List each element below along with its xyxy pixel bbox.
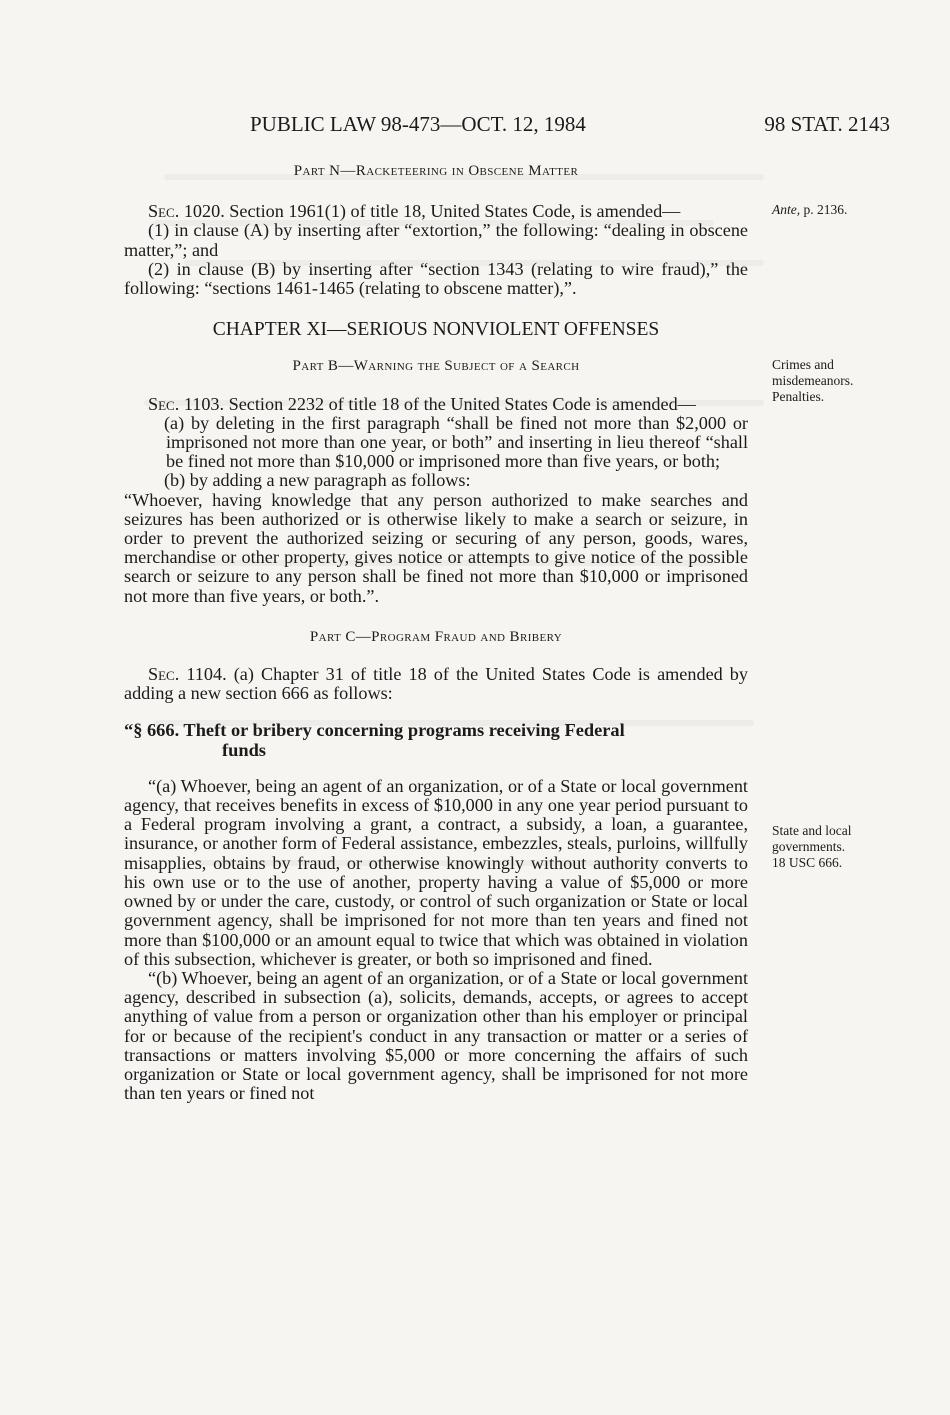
section-label: Sec.: [148, 393, 180, 414]
part-b-heading: Part B—Warning the Subject of a Search: [292, 358, 580, 375]
section-1104-text: 1104. (a) Chapter 31 of title 18 of the United States Code is amended by adding a new section 666 as follows:: [124, 664, 748, 704]
section-1020-clause-2: (2) in clause (B) by inserting after “section 1343 (relating to wire fraud),” the following: “sections 1461-1465 (relating to obscene matter),”.: [124, 258, 748, 299]
section-label: Sec.: [148, 201, 180, 222]
margin-note-crimes-line-3: Penalties.: [772, 389, 825, 404]
section-666-subsection-b: “(b) Whoever, being an agent of an organization, or of a State or local government agency, described in subsection (a), solicits, demands, accepts, or agrees to accept anything of value from a person or organization other than his employer or principal for or because of the recipient's conduct in any transaction or matter or a series of transactions or matters involving $5,000 or more concerning the affairs of such organization or State or local government agency, shall be imprisoned for not more than ten years or fined not: [124, 967, 748, 1104]
section-1103-intro: [124, 395, 748, 414]
section-666-title-line-2: funds: [222, 739, 266, 760]
section-1020-clause-1: (1) in clause (A) by inserting after “extortion,” the following: “dealing in obscene matter,”; and: [124, 220, 748, 260]
statute-page-number: 98 STAT. 2143: [764, 112, 890, 136]
margin-note-crimes: [772, 357, 853, 405]
section-1103-clause-b: (b) by adding a new paragraph as follows:: [164, 470, 471, 491]
section-1020-text: 1020. Section 1961(1) of title 18, United States Code, is amended—: [179, 201, 681, 222]
margin-note-ante: [772, 202, 847, 218]
part-n-heading: Part N—Racketeering in Obscene Matter: [293, 163, 579, 179]
part-c-heading: Part C—Program Fraud and Bribery: [309, 628, 563, 645]
section-label: Sec.: [148, 664, 180, 685]
ante-page-ref: p. 2136.: [800, 202, 848, 217]
chapter-xi-heading: CHAPTER XI—SERIOUS NONVIOLENT OFFENSES: [212, 319, 660, 341]
main-text-column: [124, 162, 748, 1103]
section-1103-new-paragraph: “Whoever, having knowledge that any person authorized to make searches and seizures has been authorized or is otherwise likely to make a search or seizure, in order to prevent the authorized seizing or securing of any person, goods, wares, merchandise or other property, gives notice or attempts to give notice of the possible search or seizure to any person shall be fined not more than $10,000 or imprisoned not more than five years, or both.”.: [124, 489, 748, 606]
section-1020-intro: [124, 202, 748, 221]
margin-note-state-line-3: 18 USC 666.: [772, 855, 843, 870]
section-1103-text: 1103. Section 2232 of title 18 of the United States Code is amended—: [179, 393, 696, 414]
running-head: [250, 112, 890, 142]
section-666-subsection-a: “(a) Whoever, being an agent of an organization, or of a State or local government agency, that receives benefits in excess of $10,000 in any one year period pursuant to a Federal program involving a grant, a contract, a subsidy, a loan, a guarantee, insurance, or another form of Federal assistance, embezzles, steals, purloins, willfully misapplies, obtains by fraud, or otherwise knowingly without authority converts to his own use or to the use of another, property having a value of $5,000 or more owned by or under the care, custody, or control of such organization or State or local government agency, shall be imprisoned for not more than ten years and fined not more than $100,000 or an amount equal to twice that which was obtained in violation of this subsection, whichever is greater, or both so imprisoned and fined.: [124, 775, 748, 969]
margin-note-crimes-line-1: Crimes and: [772, 357, 834, 372]
section-1103-clause-a: (a) by deleting in the first paragraph “shall be fined not more than $2,000 or imprisoned not more than one year, or both” and inserting in lieu thereof “shall be fined not more than $10,000 or imprisoned more than five years, or both;: [164, 412, 748, 472]
margin-note-state-line-1: State and local: [772, 823, 852, 838]
section-1104-intro: [124, 665, 748, 703]
ante-italic: Ante,: [772, 202, 801, 217]
margin-note-state: [772, 823, 851, 871]
public-law-title: PUBLIC LAW 98-473—OCT. 12, 1984: [250, 112, 586, 136]
margin-note-crimes-line-2: misdemeanors.: [772, 373, 854, 388]
section-666-title-line-1: “§ 666. Theft or bribery concerning programs receiving Federal: [124, 720, 625, 741]
margin-note-state-line-2: governments.: [772, 839, 846, 854]
section-666-title: [124, 721, 748, 759]
